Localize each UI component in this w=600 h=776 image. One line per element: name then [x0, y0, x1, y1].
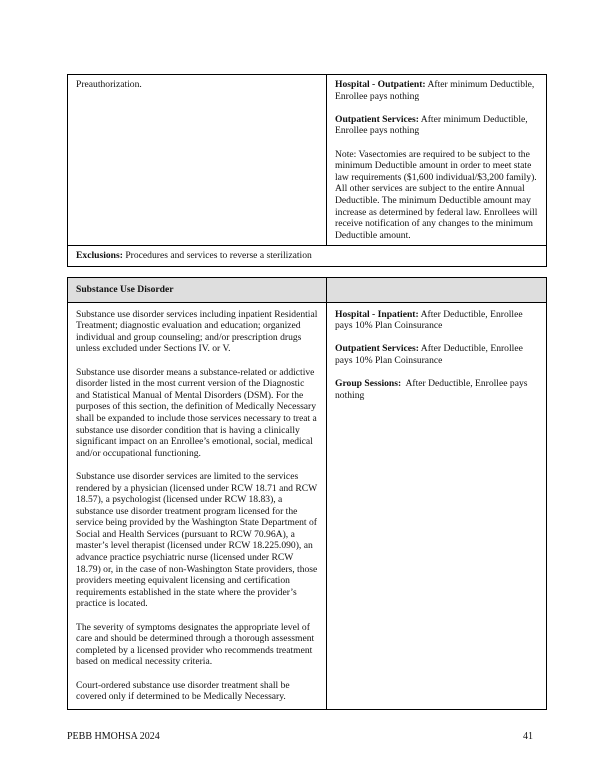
preauthorization-text: Preauthorization. [76, 79, 142, 90]
group-sessions-cost [335, 378, 538, 401]
vasectomy-note: Note: Vasectomies are required to be subject to the minimum Deductible amount in order to meet state law requirements ($1,600 individual/$3,200 family). All other services are subject to the entire Annual Deductible. The minimum Deductible amount may increase as determined by federal law. Enrollees will receive notification of any changes to the minimum Deductible amount. [335, 148, 538, 241]
paragraph: Substance use disorder means a substance-related or addictive disorder listed in the most current version of the Diagnostic and Statistical Manual of Mental Disorders (DSM). For the purposes of this section, the definition of Medically Necessary shall be expanded to include those services necessary to treat a substance use disorder condition that is having a clinically significant impact on an Enrollee’s emotional, social, medical and/or occupational functioning. [76, 366, 317, 459]
exclusions-cell [68, 246, 546, 266]
hospital-outpatient-cost [335, 79, 538, 102]
cost-share-cell [327, 303, 546, 709]
substance-use-disorder-table [67, 277, 547, 710]
hospital-inpatient-label: Hospital - Inpatient: [335, 308, 419, 320]
hospital-inpatient-cost [335, 309, 538, 332]
outpatient-services-cost [335, 114, 538, 137]
coverage-description-cell [68, 75, 327, 245]
outpatient-services-cost [335, 343, 538, 366]
outpatient-services-label: Outpatient Services: [335, 343, 419, 355]
outpatient-services-label: Outpatient Services: [335, 113, 419, 125]
hospital-outpatient-label: Hospital - Outpatient: [335, 79, 426, 90]
header-cell-empty [327, 278, 546, 302]
paragraph: Court-ordered substance use disorder treatment shall be covered only if determined to be Medically Necessary. [76, 679, 290, 703]
exclusions-body: Procedures and services to reverse a sterilization [122, 250, 312, 262]
page-number: 41 [523, 731, 533, 742]
table-header-row [68, 278, 546, 303]
hospital-outpatient-text: After minimum Deductible, Enrollee pays nothing [335, 79, 535, 102]
outpatient-services-text: After Deductible, Enrollee pays 10% Plan Coinsurance [335, 343, 523, 366]
header-cell [68, 278, 327, 302]
table-row [68, 246, 546, 266]
paragraph: Substance use disorder services including inpatient Residential Treatment; diagnostic evaluation and education; organized individual and group counseling; and/or prescription drugs unless excluded under Sections IV. or V. [76, 308, 318, 355]
outpatient-services-text: After minimum Deductible, Enrollee pays nothing [335, 113, 528, 137]
footer-document-name: PEBB HMOHSA 2024 [67, 731, 160, 742]
exclusions-text [76, 250, 538, 262]
hospital-inpatient-text: After Deductible, Enrollee pays 10% Plan Coinsurance [335, 308, 523, 332]
cost-share-cell [327, 75, 546, 245]
group-sessions-label: Group Sessions: [335, 378, 402, 390]
paragraph: The severity of symptoms designates the appropriate level of care and should be determined through a thorough assessment completed by a licensed provider who recommends treatment based on medical necessity criteria. [76, 621, 315, 668]
table-row [68, 75, 546, 246]
section-title: Substance Use Disorder [76, 284, 174, 295]
exclusions-label: Exclusions: [76, 250, 123, 262]
coverage-description-cell [68, 303, 327, 709]
group-sessions-text: After Deductible, Enrollee pays nothing [335, 378, 530, 401]
preauthorization-table [67, 74, 547, 267]
table-row [68, 303, 546, 709]
paragraph: Substance use disorder services are limited to the services rendered by a physician (licensed under RCW 18.71 and RCW 18.57), a psychologist (licensed under RCW 18.83), a substance use disorder treatment program licensed for the service being provided by the Washington State Department of Social and Health Services (pursuant to RCW 70.96A), a master’s level therapist (licensed under RCW 18.225.090), an advance practice psychiatric nurse (licensed under RCW 18.79) or, in the case of non-Washington State providers, those providers meeting equivalent licensing and certification requirements established in the state where the provider’s practice is located. [76, 470, 318, 610]
